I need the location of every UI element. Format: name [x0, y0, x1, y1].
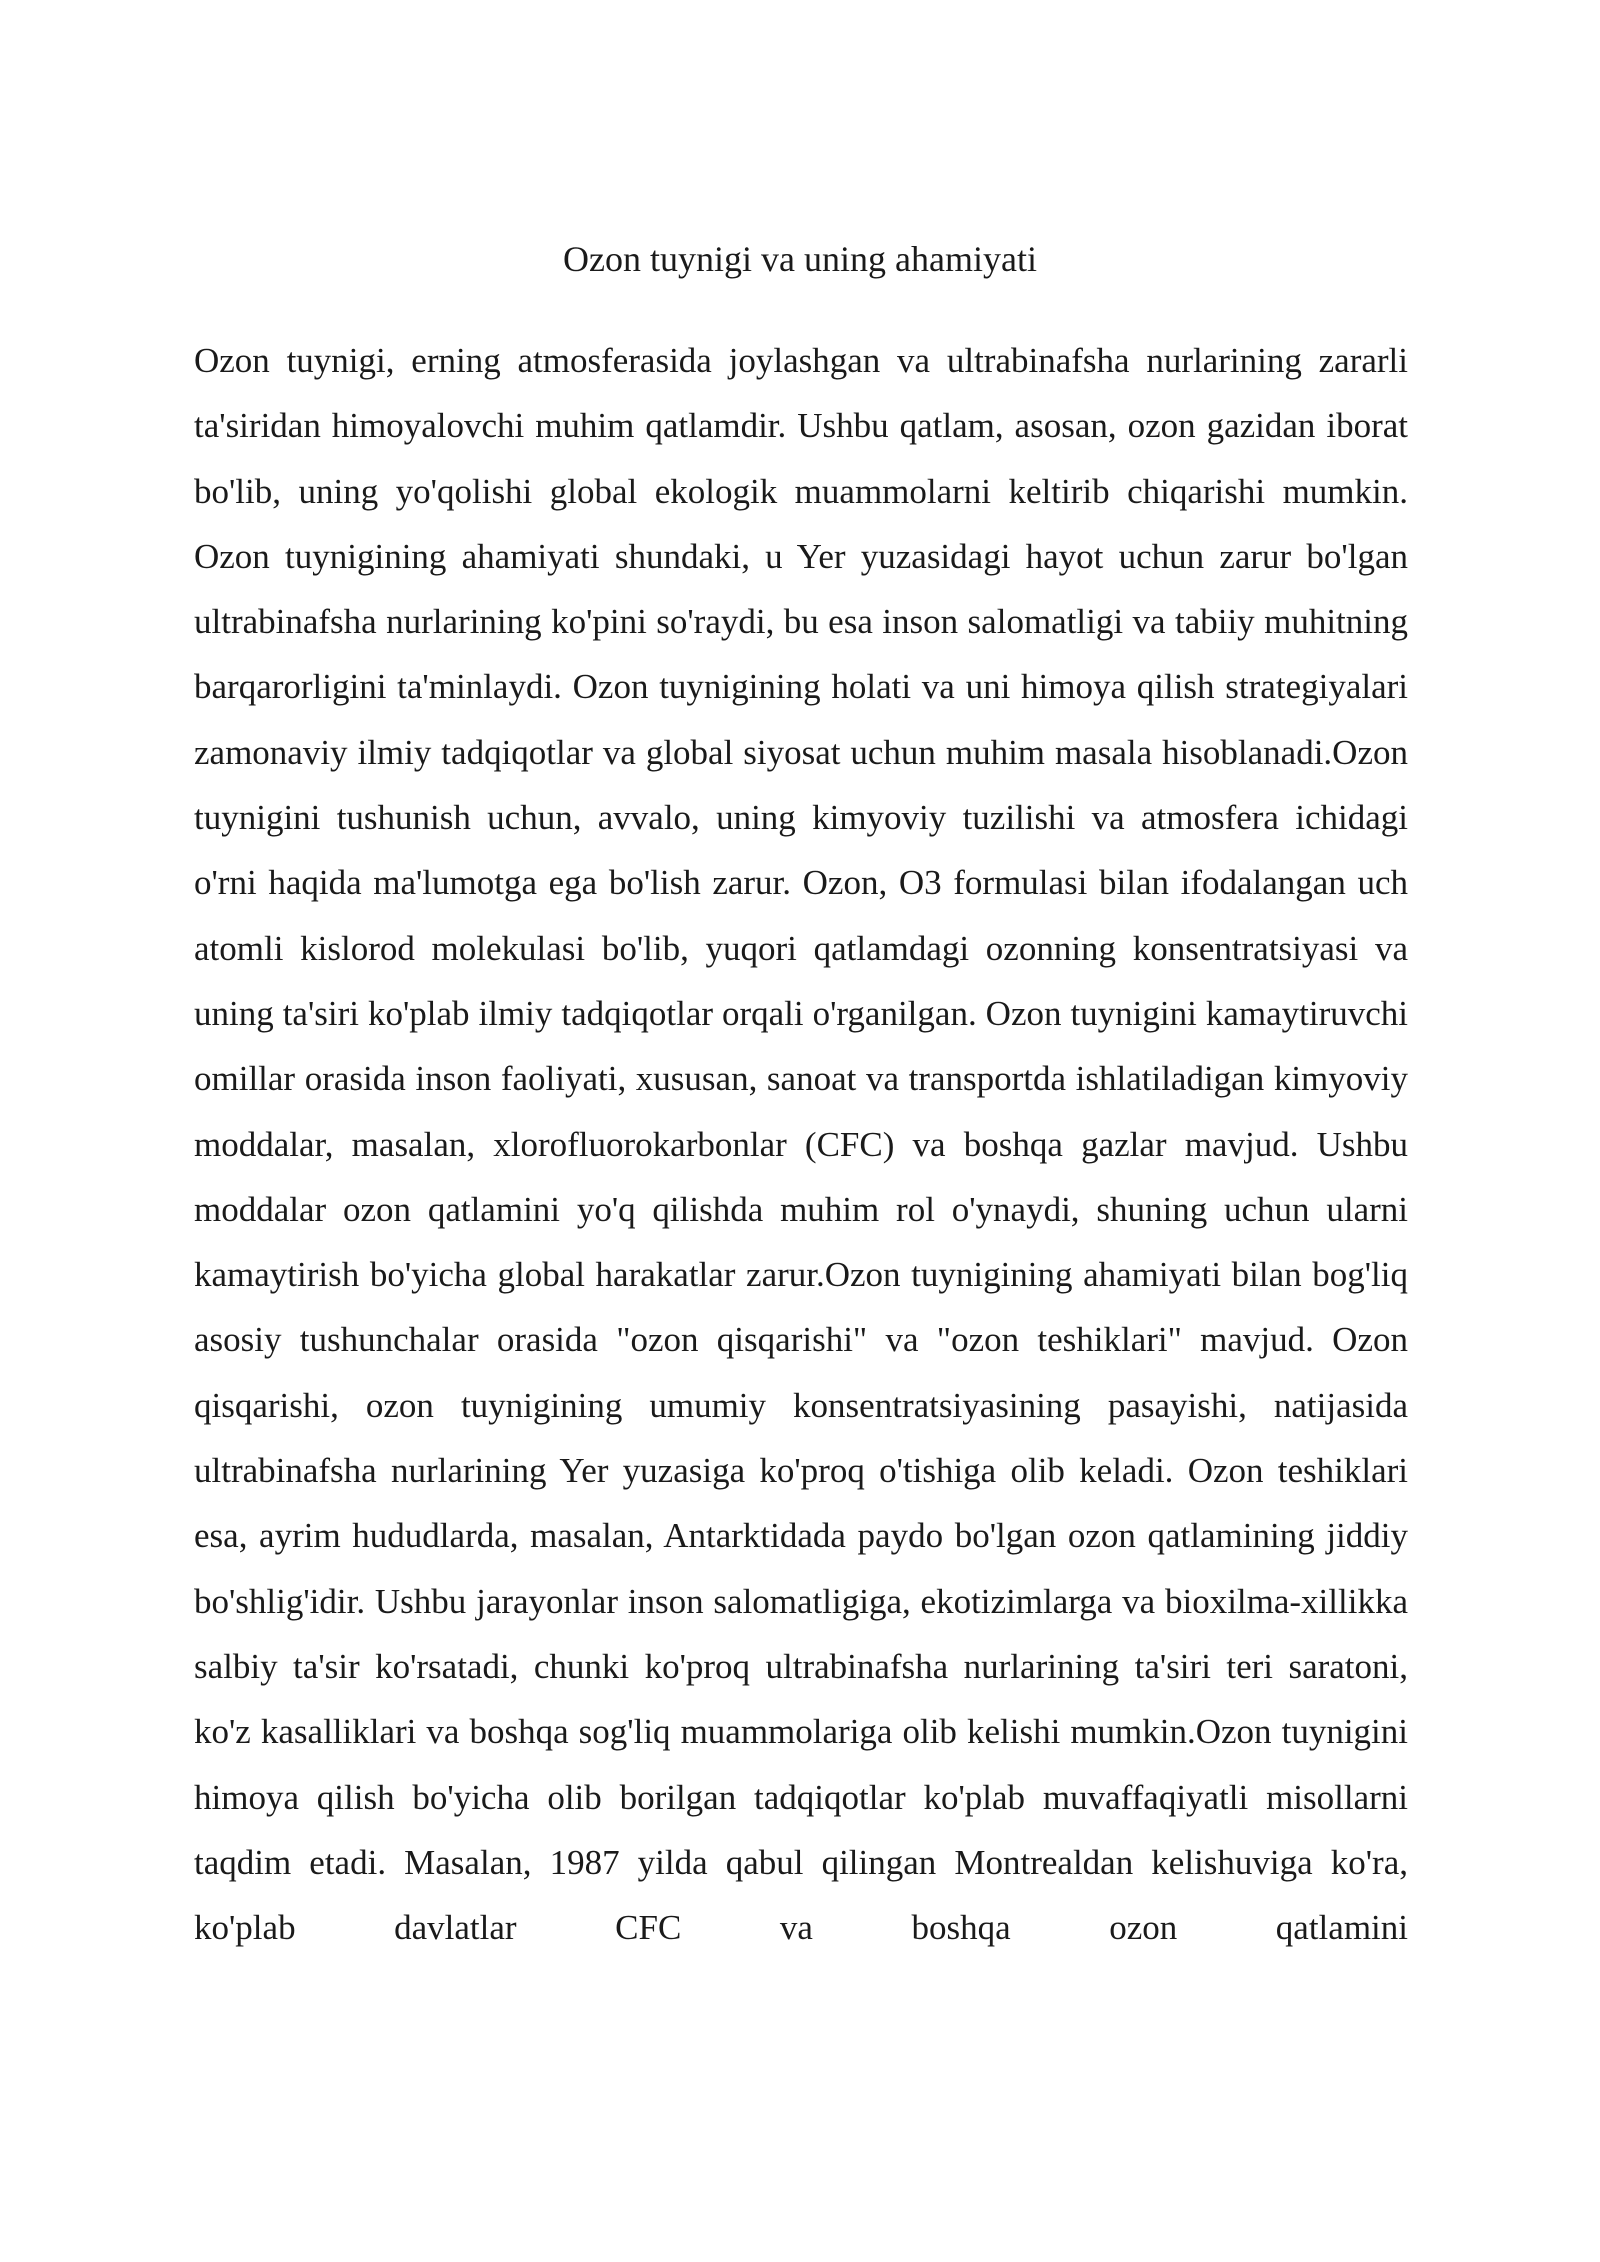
- document-title: Ozon tuynigi va uning ahamiyati: [563, 239, 1037, 279]
- document-body-paragraph: Ozon tuynigi, erning atmosferasida joylashgan va ultrabinafsha nurlarining zararli ta'siridan himoyalovchi muhim qatlamdir. Ushbu qatlam, asosan, ozon gazidan iborat bo'lib, uning yo'qolishi global ekologik muammolarni keltirib chiqarishi mumkin. Ozon tuynigining ahamiyati shundaki, u Yer yuzasidagi hayot uchun zarur bo'lgan ultrabinafsha nurlarining ko'pini so'raydi, bu esa inson salomatligi va tabiiy muhitning barqarorligini ta'minlaydi. Ozon tuynigining holati va uni himoya qilish strategiyalari zamonaviy ilmiy tadqiqotlar va global siyosat uchun muhim masala hisoblanadi.Ozon tuynigini tushunish uchun, avvalo, uning kimyoviy tuzilishi va atmosfera ichidagi o'rni haqida ma'lumotga ega bo'lish zarur. Ozon, O3 formulasi bilan ifodalangan uch atomli kislorod molekulasi bo'lib, yuqori qatlamdagi ozonning konsentratsiyasi va uning ta'siri ko'plab ilmiy tadqiqotlar orqali o'rganilgan. Ozon tuynigini kamaytiruvchi omillar orasida inson faoliyati, xususan, sanoat va transportda ishlatiladigan kimyoviy moddalar, masalan, xlorofluorokarbonlar (CFC) va boshqa gazlar mavjud. Ushbu moddalar ozon qatlamini yo'q qilishda muhim rol o'ynaydi, shuning uchun ularni kamaytirish bo'yicha global harakatlar zarur.Ozon tuynigining ahamiyati bilan bog'liq asosiy tushunchalar orasida "ozon qisqarishi" va "ozon teshiklari" mavjud. Ozon qisqarishi, ozon tuynigining umumiy konsentratsiyasining pasayishi, natijasida ultrabinafsha nurlarining Yer yuzasiga ko'proq o'tishiga olib keladi. Ozon teshiklari esa, ayrim hududlarda, masalan, Antarktidada paydo bo'lgan ozon qatlamining jiddiy bo'shlig'idir. Ushbu jarayonlar inson salomatligiga, ekotizimlarga va bioxilma-xillikka salbiy ta'sir ko'rsatadi, chunki ko'proq ultrabinafsha nurlarining ta'siri teri saratoni, ko'z kasalliklari va boshqa sog'liq muammolariga olib kelishi mumkin.Ozon tuynigini himoya qilish bo'yicha olib borilgan tadqiqotlar ko'plab muvaffaqiyatli misollarni taqdim etadi. Masalan, 1987 yilda qabul qilingan Montrealdan kelishuviga ko'ra, ko'plab davlatlar CFC va boshqa ozon qatlamini: [194, 341, 1408, 1948]
